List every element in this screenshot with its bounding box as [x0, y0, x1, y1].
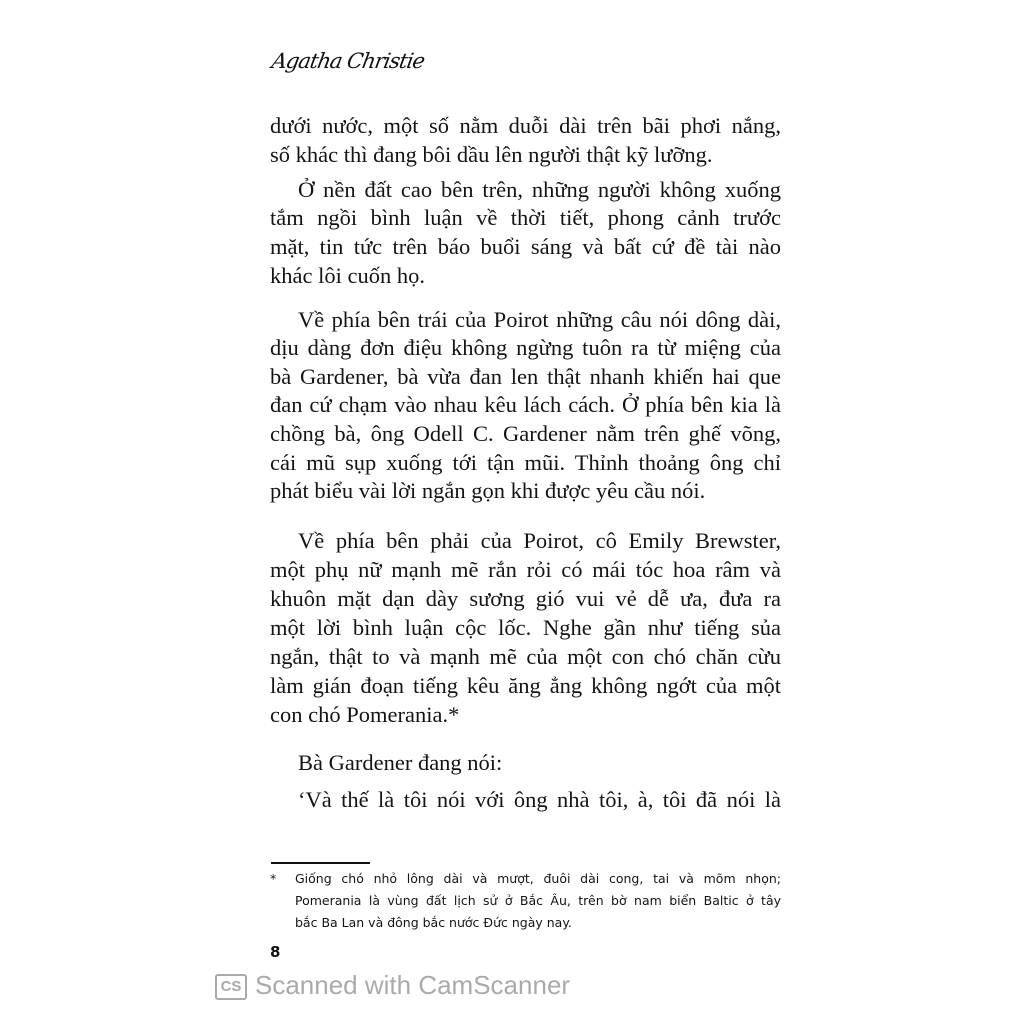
footnote-line: bắc Ba Lan và đông bắc nước Đức ngày nay.	[295, 915, 572, 930]
footnote-mark: *	[270, 871, 277, 886]
body-line: làm gián đoạn tiếng kêu ăng ẳng không ngớt của một	[270, 673, 781, 698]
body-line: khuôn mặt dạn dày sương gió vui vẻ dễ ưa, đưa ra	[270, 586, 781, 611]
camscanner-logo-icon: CS	[215, 974, 247, 1000]
camscanner-watermark: Scanned with CamScanner	[255, 970, 571, 1000]
body-line: dưới nước, một số nằm duỗi dài trên bãi phơi nắng,	[270, 113, 781, 138]
body-line: ‘Và thế là tôi nói với ông nhà tôi, à, tôi đã nói là	[298, 787, 781, 812]
body-line: cái mũ sụp xuống tới tận mũi. Thỉnh thoảng ông chỉ	[270, 450, 781, 475]
body-line: Bà Gardener đang nói:	[298, 750, 503, 775]
body-line: đan cứ chạm vào nhau kêu lách cách. Ở phía bên kia là	[270, 392, 781, 417]
body-line: Về phía bên phải của Poirot, cô Emily Brewster,	[298, 528, 781, 553]
body-line: Ở nền đất cao bên trên, những người không xuống	[298, 177, 781, 202]
page-number: 8	[270, 943, 281, 961]
body-line: mặt, tin tức trên báo buổi sáng và bất cứ đề tài nào	[270, 234, 781, 259]
body-line: ngắn, thật to và mạnh mẽ của một con chó chăn cừu	[270, 644, 781, 669]
author-signature: Agatha Christie	[269, 49, 427, 73]
body-line: một lời bình luận cộc lốc. Nghe gần như tiếng sủa	[270, 615, 781, 640]
body-line: con chó Pomerania.*	[270, 702, 460, 727]
footnote-line: Giống chó nhỏ lông dài và mượt, đuôi dài cong, tai và mõm nhọn;	[295, 871, 781, 886]
body-line: tắm ngồi bình luận về thời tiết, phong cảnh trước	[270, 205, 781, 230]
footnote-line: Pomerania là vùng đất lịch sử ở Bắc Âu, trên bờ nam biển Baltic ở tây	[295, 893, 781, 908]
body-line: bà Gardener, bà vừa đan len thật nhanh khiến hai que	[270, 364, 781, 389]
footnote-divider	[271, 862, 370, 864]
body-line: phát biểu vài lời ngắn gọn khi được yêu cầu nói.	[270, 478, 706, 503]
body-line: một phụ nữ mạnh mẽ rắn rỏi có mái tóc hoa râm và	[270, 557, 781, 582]
body-line: Về phía bên trái của Poirot những câu nói dông dài,	[298, 307, 781, 332]
body-line: số khác thì đang bôi dầu lên người thật kỹ lưỡng.	[270, 142, 713, 167]
body-line: dịu dàng đơn điệu không ngừng tuôn ra từ miệng của	[270, 335, 781, 360]
body-line: chồng bà, ông Odell C. Gardener nằm trên ghế võng,	[270, 421, 781, 446]
body-line: khác lôi cuốn họ.	[270, 263, 425, 288]
